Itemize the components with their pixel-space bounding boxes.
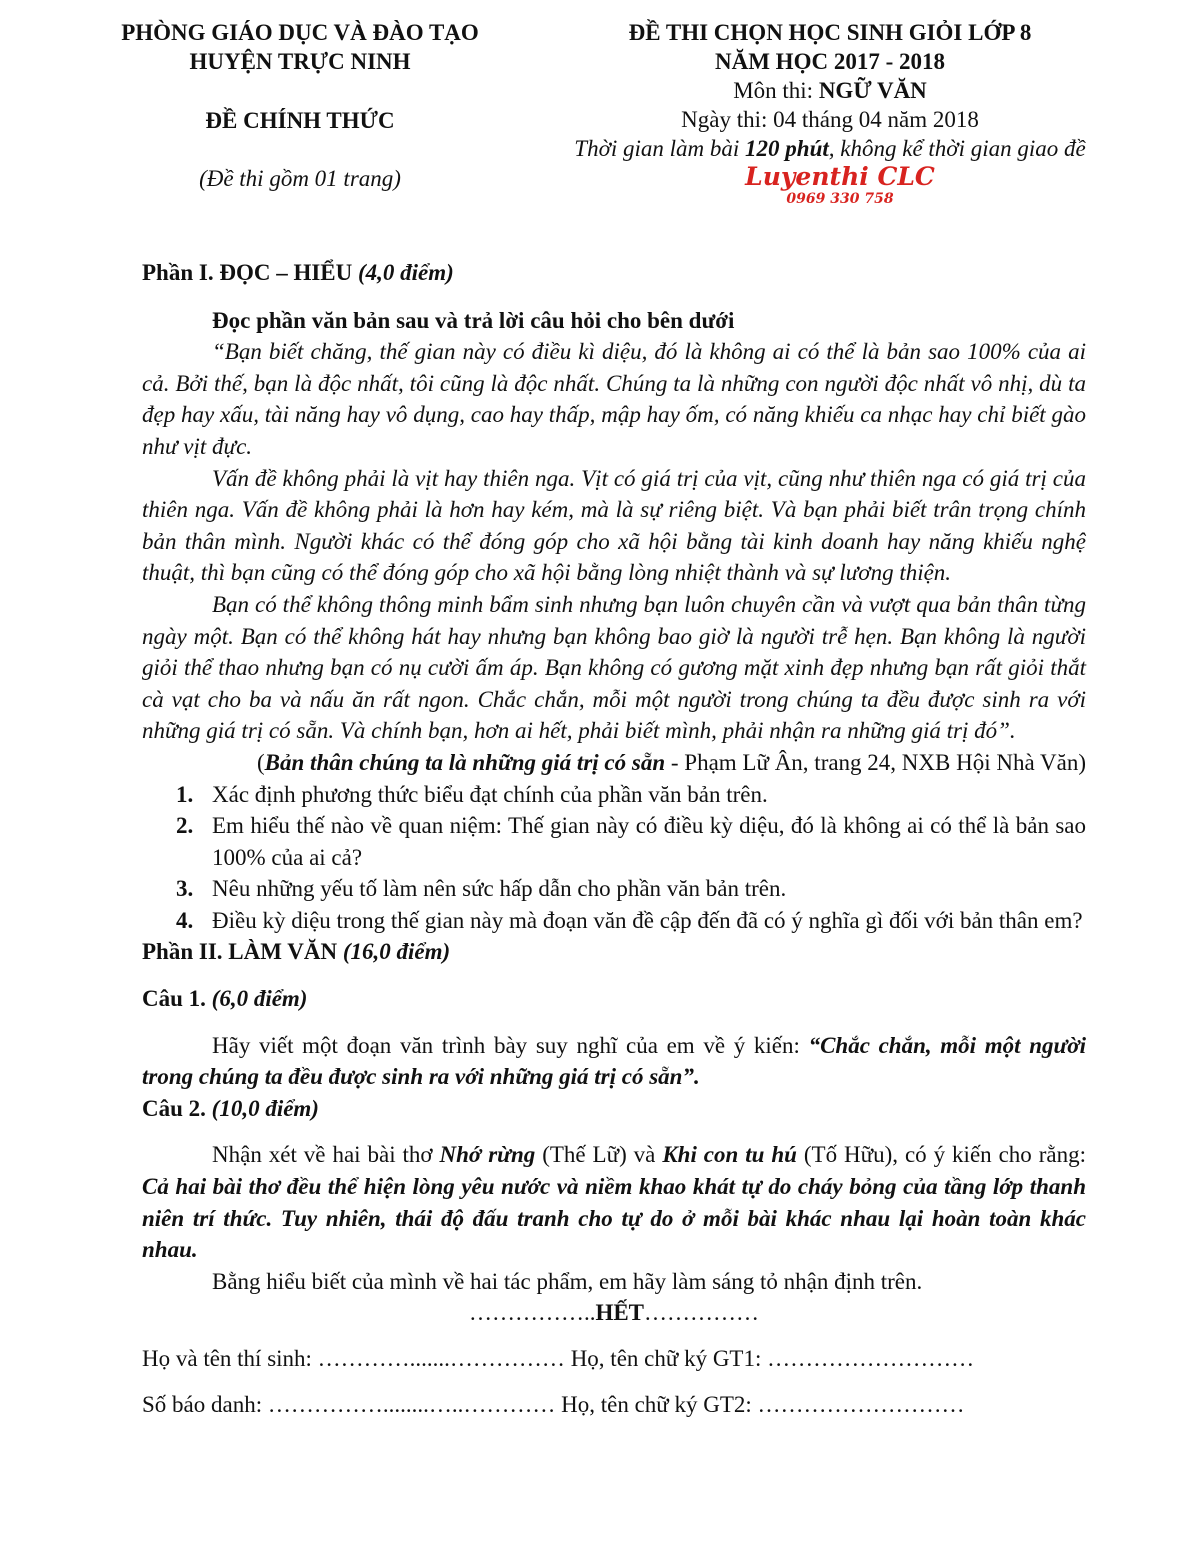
passage-paragraph: “Bạn biết chăng, thế gian này có điều kì diệu, đó là không ai có thể là bản sao 100% của ai cả. Bởi thế, bạn là độc nhất, tôi cũng là độc nhất. Chúng ta là những con người độc nhất vô nhị, dù ta đẹp hay xấu, tài năng hay vô dụng, cao hay thấp, mập hay ốm, có năng khiếu ca nhạc hay chỉ biết gào như vịt đực. (142, 339, 1086, 459)
subject-line (540, 76, 1120, 105)
candidate-name-field: Họ và tên thí sinh: ………….......…………… (142, 1346, 571, 1371)
passage-paragraph: Bạn có thể không thông minh bẩm sinh nhưng bạn luôn chuyên cần và vượt qua bản thân từng ngày một. Bạn có thể không hát hay nhưng bạn không bao giờ là người trễ hẹn. Bạn không là người giỏi thể thao nhưng bạn có nụ cười ấm áp. Bạn không có gương mặt xinh đẹp nhưng bạn rất giỏi thắt cà vạt cho ba và nấu ăn rất ngon. Chắc chắn, mỗi một người trong chúng ta đều được sinh ra với những giá trị có sẵn. Và chính bạn, hơn ai hết, phải biết mình, phải nhận ra những giá trị đó”. (142, 591, 1086, 744)
candidate-number-field: Số báo danh: ……………........…..………… (142, 1391, 562, 1417)
time-limit: Thời gian làm bài 120 phút, không kể thời gian giao đề (574, 136, 1086, 161)
supervisor2-field: Họ, tên chữ ký GT2: ……………………… (561, 1391, 965, 1417)
end-marker: ……………..HẾT…………… (468, 1300, 760, 1326)
question-item: 4. Điều kỳ diệu trong thế gian này mà đoạn văn đề cập đến đã có ý nghĩa gì đối với bản thân em? (176, 907, 1083, 933)
supervisor1-field: Họ, tên chữ ký GT1: ……………………… (570, 1346, 975, 1371)
question-item: 2. Em hiểu thế nào về quan niệm: Thế gian này có điều kỳ diệu, đó là không ai có thể là bản sao 100% của ai cả? (176, 813, 1086, 870)
question1-heading: Câu 1. (6,0 điểm) (142, 986, 308, 1012)
watermark-name: Luyenthi CLC (745, 162, 935, 191)
question-item: 3. Nêu những yếu tố làm nên sức hấp dẫn cho phần văn bản trên. (176, 876, 787, 902)
question2-heading: Câu 2. (10,0 điểm) (142, 1095, 319, 1121)
footer-line-2 (142, 1389, 1086, 1421)
question2-text: Nhận xét về hai bài thơ Nhớ rừng (Thế Lữ) và Khi con tu hú (Tố Hữu), có ý kiến cho rằng: Cả hai bài thơ đều thể hiện lòng yêu nước và niềm khao khát tự do cháy bỏng của tầng lớp thanh niên trí thức. Tuy nhiên, thái độ đấu tranh cho tự do ở mỗi bài khác nhau lại hoàn toàn khác nhau. (142, 1142, 1087, 1263)
reading-instruction: Đọc phần văn bản sau và trả lời câu hỏi cho bên dưới (212, 307, 735, 333)
page-count: (Đề thi gồm 01 trang) (199, 166, 401, 191)
part2-heading: Phần II. LÀM VĂN (16,0 điểm) (142, 939, 451, 965)
department-line1: PHÒNG GIÁO DỤC VÀ ĐÀO TẠO (121, 20, 479, 45)
official-label: ĐỀ CHÍNH THỨC (205, 108, 395, 133)
question1-text: Hãy viết một đoạn văn trình bày suy nghĩ của em về ý kiến: “Chắc chắn, mỗi một người trong chúng ta đều được sinh ra với những giá trị có sẵn”. (142, 1032, 1086, 1090)
passage-source: (Bản thân chúng ta là những giá trị có sẵn - Phạm Lữ Ân, trang 24, NXB Hội Nhà Văn) (257, 749, 1086, 775)
exam-title: ĐỀ THI CHỌN HỌC SINH GIỎI LỚP 8 (628, 20, 1032, 45)
question2-task: Bằng hiểu biết của mình về hai tác phẩm, em hãy làm sáng tỏ nhận định trên. (212, 1268, 923, 1294)
exam-date: Ngày thi: 04 tháng 04 năm 2018 (681, 107, 979, 132)
watermark-logo (700, 163, 980, 207)
department-name (80, 18, 520, 76)
school-year: NĂM HỌC 2017 - 2018 (715, 49, 945, 74)
exam-body (142, 257, 1086, 1420)
watermark-phone: 0969 330 758 (786, 191, 894, 207)
part1-heading: Phần I. ĐỌC – HIỂU (4,0 điểm) (142, 260, 454, 285)
question-list (142, 779, 1086, 937)
department-line2: HUYỆN TRỰC NINH (189, 49, 411, 74)
passage-paragraph: Vấn đề không phải là vịt hay thiên nga. Vịt có giá trị của vịt, cũng như thiên nga có giá trị của thiên nga. Vấn đề không phải là hơn hay kém, mà là sự riêng biệt. Và bạn phải biết trân trọng chính bản thân mình. Người khác có thể đóng góp cho xã hội bằng tài kinh doanh hay năng khiếu nghệ thuật, thì bạn cũng có thể đóng góp cho xã hội bằng lòng nhiệt thành và sự lương thiện. (142, 465, 1086, 586)
subject-label: Môn thi: (733, 78, 819, 103)
footer-line-1 (142, 1343, 1086, 1375)
exam-header (540, 18, 1120, 163)
subject: NGỮ VĂN (818, 78, 927, 103)
question-item: 1. Xác định phương thức biểu đạt chính của phần văn bản trên. (176, 781, 768, 807)
